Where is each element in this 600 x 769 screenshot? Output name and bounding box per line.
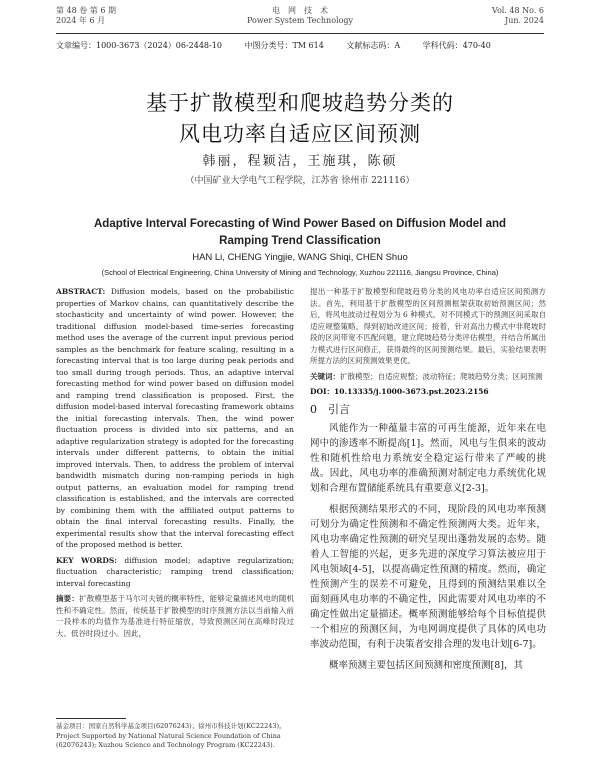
keywords-cn-label: 关键词： [310,371,340,381]
doi[interactable]: DOI：10.13335/j.1000-3673.pst.2023.2156 [310,387,489,396]
running-header [56,6,544,36]
keywords-cn-text: 扩散模型；自适应规整；波动特征；爬坡趋势分类；区间预测 [340,371,543,381]
abstract-cn-label: 摘要： [56,594,80,603]
left-column [56,286,294,639]
keywords-en [56,555,294,590]
intro-paragraph-1: 风能作为一种蕴量丰富的可再生能源，近年来在电网中的渗透率不断提高[1]。然而，风电与生俱来的波动性和随机性给电力系统安全稳定运行带来了严峻的挑战。因此，风电功率的准确预测对制定电力系统优化规划和合理布置储能系统具有重要意义[2-3]。 [310,423,546,494]
header-center [56,6,544,26]
authors-en: HAN Li, CHENG Yingjie, WANG Shiqi, CHEN Shuo [192,252,408,263]
title-en-line1: Adaptive Interval Forecasting of Wind Power Based on Diffusion Model and [93,218,507,230]
article-meta [56,40,544,51]
issue-date-cn: 2024 年 6 月 [56,16,106,25]
document-code: 文献标志码：A [346,41,401,50]
abstract-en [56,286,294,551]
volume-issue: 第 48 卷 第 6 期 [56,6,116,15]
right-column [310,286,546,673]
keywords-cn [310,371,546,383]
journal-name-en: Power System Technology [246,16,354,25]
article-number: 文章编号：1000-3673（2024）06-2448-10 [56,41,222,50]
affiliation-cn: （中国矿业大学电气工程学院，江苏省 徐州市 221116） [185,176,415,186]
footnote [56,722,294,751]
abstract-cn-text: 扩散模型基于马尔可夫链的概率特性，能够定量描述风电的随机性和不确定性。然而，传统基于扩散模型的时序预测方法以当前输入前一段样本的均值作为基准进行特征缩放，导致预测区间在高峰时段过大、低谷时段过小。因此， [56,594,295,638]
abstract-en-text: Diffusion models, based on the probabilistic properties of Markov chains, can quantitatively describe the stochasticity and uncertainty of wind power. However, the traditional diffusion model-based time-series forecasting method uses the average of the current input previous period samples as the benchmark for feature scaling, resulting in a forecasting interval that is too large during peak periods and too small during trough periods. Thus, an adaptive interval forecasting method for wind power based on diffusion model and ramping trend classification is proposed. First, the diffusion model-based interval forecasting framework obtains the initial forecasting intervals. Then, the wind power fluctuation process is divided into six patterns, and an adaptive regularization strategy is adopted for the forecasting intervals under different patterns, to obtain the initial improved intervals. Then, to address the problem of interval bandwidth mismatch during non-ramping periods in high output patterns, an evaluation model for ramping trend classification is established, and the intervals are corrected by combining them with the affiliated output patterns to obtain the final interval forecasting results. Finally, the experimental results show that the interval forecasting effect of the proposed method is better. [56,287,294,549]
keywords-en-text: diffusion model; adaptive regularization; fluctuation characteristic; ramping trend classification; interval forecasting [56,555,295,588]
abstract-cn-continued: 提出一种基于扩散模型和爬坡趋势分类的风电功率自适应区间预测方法。首先，利用基于扩散模型的区间预测框架获取初始预测区间；然后，将风电波动过程划分为 6 种模式，对不同模式下的预测区间采取自适应规整策略，得到初始改进区间；接着，针对高出力模式中非爬坡时段的区间带宽不匹配问题，建立爬坡趋势分类评估模型，并结合所属出力模式进行区间修正，获得最终的区间预测结果。最后，实验结果表明所提方法的区间预测效果更优。 [310,287,546,365]
subject-code: 学科代码：470-40 [422,41,491,50]
abstract-en-label: ABSTRACT: [56,287,106,296]
authors-cn: 韩丽，程颖洁，王施琪，陈硕 [202,154,398,169]
funding-cn: 基金项目：国家自然科学基金项目(62076243)；徐州市科技计划(KC22243)。 [56,722,286,730]
title-cn-line1: 基于扩散模型和爬坡趋势分类的 [146,91,454,115]
title-en-line2: Ramping Trend Classification [219,235,381,247]
volume-issue-en: Vol. 48 No. 6 [491,6,544,15]
affiliation-en: (School of Electrical Engineering, China University of Mining and Technology, Xuzhou 221116, Jiangsu Province, China) [101,268,499,277]
intro-paragraph-2: 根据预测结果形式的不同，现阶段的风电功率预测可划分为确定性预测和不确定性预测两大类。近年来，风电功率确定性预测的研究呈现出蓬勃发展的态势。随着人工智能的兴起，更多先进的深度学习算法被应用于风电领域[4-5]，以提高确定性预测的精度。然而，确定性预测产生的误差不可避免，且得到的预测结果难以全面刻画风电功率的不确定性，因此需要对风电功率的不确定性做出定量描述。概率预测能够给每个目标值提供一个相应的预测区间，为电网调度提供了具体的风电功率波动范围，有利于决策者安排合理的发电计划[6-7]。 [310,504,546,650]
footnote-divider [56,718,126,719]
journal-name-cn: 电 网 技 术 [272,6,328,15]
abstract-cn [56,593,294,639]
intro-paragraph-3: 概率预测主要包括区间预测和密度预测[8]，其 [329,660,523,671]
header-right [492,6,544,26]
section-heading-intro: 0 引言 [310,402,350,416]
title-cn-line2: 风电功率自适应区间预测 [179,122,421,146]
clc-number: 中图分类号：TM 614 [244,41,324,50]
funding-en: Project Supported by National Natural Science Foundation of China (62076243); Xuzhou Science and Technology Program (KC22243). [56,731,281,749]
issue-date-en: Jun. 2024 [505,16,544,25]
header-divider [56,33,544,34]
keywords-en-label: KEY WORDS: [56,555,118,565]
